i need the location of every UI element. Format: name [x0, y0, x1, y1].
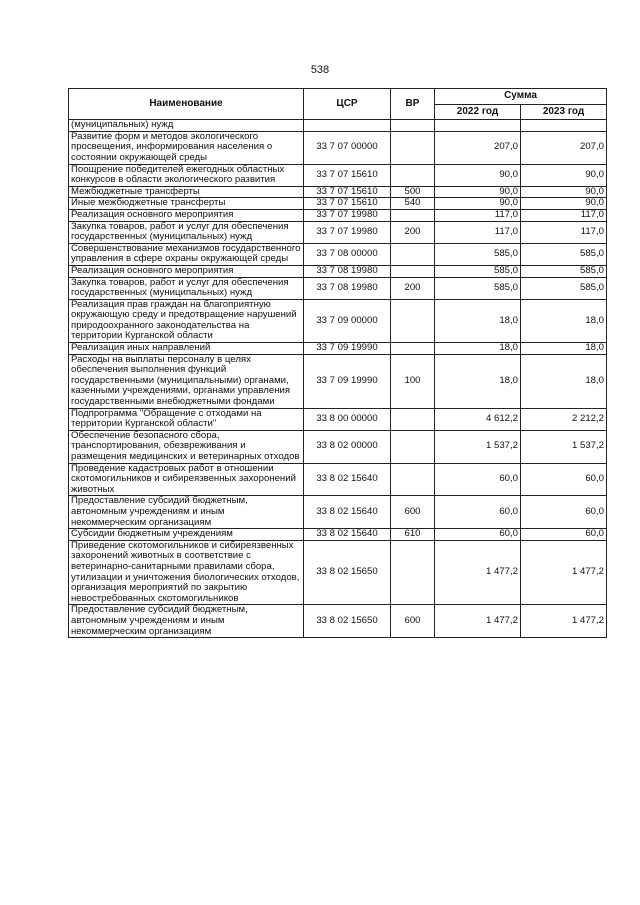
- cell-sum-2022: 60,0: [435, 463, 521, 496]
- header-year-2022: 2022 год: [435, 104, 521, 120]
- cell-vr: [391, 243, 435, 265]
- cell-sum-2023: 1 537,2: [521, 430, 607, 463]
- cell-sum-2023: 117,0: [521, 209, 607, 221]
- header-sum: Сумма: [435, 89, 607, 105]
- cell-sum-2022: 117,0: [435, 221, 521, 243]
- cell-sum-2023: 18,0: [521, 343, 607, 355]
- cell-csr: 33 8 02 15650: [304, 605, 391, 638]
- cell-sum-2022: 60,0: [435, 529, 521, 541]
- cell-name: Иные межбюджетные трансферты: [69, 198, 304, 210]
- cell-csr: 33 7 09 00000: [304, 299, 391, 342]
- table-row: [69, 496, 607, 529]
- table-row: [69, 198, 607, 210]
- cell-name: Межбюджетные трансферты: [69, 186, 304, 198]
- cell-sum-2022: 90,0: [435, 186, 521, 198]
- cell-csr: 33 7 07 15610: [304, 186, 391, 198]
- cell-csr: 33 8 02 15640: [304, 463, 391, 496]
- table-body: [69, 120, 607, 638]
- cell-sum-2022: 1 477,2: [435, 605, 521, 638]
- cell-csr: 33 7 08 19980: [304, 265, 391, 277]
- cell-name: Обеспечение безопасного сбора, транспортирования, обезвреживания и размещения медицинских и ветеринарных отходов: [69, 430, 304, 463]
- cell-sum-2022: 18,0: [435, 299, 521, 342]
- table-row: [69, 540, 607, 605]
- cell-name: (муниципальных) нужд: [69, 120, 304, 132]
- table-row: [69, 605, 607, 638]
- cell-sum-2023: 2 212,2: [521, 408, 607, 430]
- cell-sum-2022: 585,0: [435, 265, 521, 277]
- cell-sum-2022: 90,0: [435, 164, 521, 186]
- cell-name: Развитие форм и методов экологического просвещения, информирования населения о состоянии окружающей среды: [69, 131, 304, 164]
- cell-name: Проведение кадастровых работ в отношении скотомогильников и сибиреязвенных захоронений животных: [69, 463, 304, 496]
- cell-name: Закупка товаров, работ и услуг для обеспечения государственных (муниципальных) нужд: [69, 277, 304, 299]
- cell-sum-2022: 60,0: [435, 496, 521, 529]
- cell-vr: 540: [391, 198, 435, 210]
- cell-vr: [391, 265, 435, 277]
- cell-vr: [391, 131, 435, 164]
- header-year-2023: 2023 год: [521, 104, 607, 120]
- cell-csr: 33 8 02 15650: [304, 540, 391, 605]
- cell-csr: 33 8 02 00000: [304, 430, 391, 463]
- table-header-row: [69, 89, 607, 105]
- table-row: [69, 430, 607, 463]
- cell-name: Субсидии бюджетным учреждениям: [69, 529, 304, 541]
- cell-sum-2022: 1 477,2: [435, 540, 521, 605]
- table-row: [69, 343, 607, 355]
- cell-csr: 33 7 07 19980: [304, 221, 391, 243]
- cell-name: Закупка товаров, работ и услуг для обеспечения государственных (муниципальных) нужд: [69, 221, 304, 243]
- cell-csr: 33 7 09 19990: [304, 354, 391, 408]
- table-row: [69, 243, 607, 265]
- cell-name: Расходы на выплаты персоналу в целях обеспечения выполнения функций государственными (муниципальными) органами, казенными учреждениями, органами управления государственными внебюджетными фондами: [69, 354, 304, 408]
- cell-vr: [391, 343, 435, 355]
- table-row: [69, 299, 607, 342]
- cell-vr: 100: [391, 354, 435, 408]
- cell-vr: [391, 120, 435, 132]
- cell-sum-2023: 60,0: [521, 529, 607, 541]
- cell-sum-2023: 90,0: [521, 164, 607, 186]
- cell-sum-2023: 585,0: [521, 265, 607, 277]
- cell-name: Реализация основного мероприятия: [69, 265, 304, 277]
- cell-sum-2023: 1 477,2: [521, 605, 607, 638]
- cell-sum-2023: 60,0: [521, 496, 607, 529]
- cell-csr: 33 7 07 15610: [304, 164, 391, 186]
- cell-csr: 33 7 08 00000: [304, 243, 391, 265]
- cell-csr: 33 7 07 15610: [304, 198, 391, 210]
- cell-sum-2023: 90,0: [521, 186, 607, 198]
- cell-vr: 200: [391, 221, 435, 243]
- cell-vr: [391, 463, 435, 496]
- table-row: [69, 209, 607, 221]
- cell-sum-2022: 18,0: [435, 354, 521, 408]
- budget-table: [68, 88, 607, 638]
- cell-vr: 600: [391, 496, 435, 529]
- cell-csr: [304, 120, 391, 132]
- header-vr: ВР: [391, 89, 435, 120]
- cell-name: Реализация основного мероприятия: [69, 209, 304, 221]
- cell-vr: [391, 408, 435, 430]
- cell-sum-2022: 18,0: [435, 343, 521, 355]
- cell-sum-2022: 117,0: [435, 209, 521, 221]
- cell-sum-2023: 207,0: [521, 131, 607, 164]
- cell-name: Совершенствование механизмов государственного управления в сфере охраны окружающей среды: [69, 243, 304, 265]
- cell-vr: 500: [391, 186, 435, 198]
- cell-sum-2022: 90,0: [435, 198, 521, 210]
- cell-sum-2022: 207,0: [435, 131, 521, 164]
- table-row: [69, 221, 607, 243]
- cell-name: Подпрограмма "Обращение с отходами на территории Курганской области": [69, 408, 304, 430]
- cell-vr: [391, 299, 435, 342]
- cell-sum-2023: [521, 120, 607, 132]
- cell-vr: 600: [391, 605, 435, 638]
- cell-name: Предоставление субсидий бюджетным, автономным учреждениям и иным некоммерческим организациям: [69, 496, 304, 529]
- cell-csr: 33 8 02 15640: [304, 529, 391, 541]
- cell-csr: 33 8 02 15640: [304, 496, 391, 529]
- cell-name: Предоставление субсидий бюджетным, автономным учреждениям и иным некоммерческим организациям: [69, 605, 304, 638]
- table-row: [69, 265, 607, 277]
- cell-sum-2023: 117,0: [521, 221, 607, 243]
- cell-sum-2023: 585,0: [521, 277, 607, 299]
- table-row: [69, 529, 607, 541]
- cell-sum-2023: 1 477,2: [521, 540, 607, 605]
- cell-name: Приведение скотомогильников и сибиреязвенных захоронений животных в соответствие с ветеринарно-санитарными правилами сбора, утилизации и уничтожения биологических отходов, организация мероприятий по закрытию невостребованных скотомогильников: [69, 540, 304, 605]
- cell-sum-2022: 4 612,2: [435, 408, 521, 430]
- cell-name: Реализация иных направлений: [69, 343, 304, 355]
- table-row: [69, 120, 607, 132]
- cell-sum-2023: 18,0: [521, 354, 607, 408]
- cell-vr: [391, 209, 435, 221]
- cell-sum-2022: [435, 120, 521, 132]
- cell-vr: [391, 164, 435, 186]
- cell-sum-2023: 60,0: [521, 463, 607, 496]
- table-row: [69, 354, 607, 408]
- cell-csr: 33 7 09 19990: [304, 343, 391, 355]
- cell-name: Поощрение победителей ежегодных областных конкурсов в области экологического развития: [69, 164, 304, 186]
- table-row: [69, 408, 607, 430]
- table-row: [69, 277, 607, 299]
- cell-name: Реализация прав граждан на благоприятную окружающую среду и предотвращение нарушений природоохранного законодательства на территории Курганской области: [69, 299, 304, 342]
- table-row: [69, 186, 607, 198]
- page-number: 538: [310, 64, 330, 76]
- cell-vr: [391, 540, 435, 605]
- table-row: [69, 131, 607, 164]
- cell-vr: 200: [391, 277, 435, 299]
- cell-sum-2022: 1 537,2: [435, 430, 521, 463]
- cell-sum-2023: 18,0: [521, 299, 607, 342]
- header-csr: ЦСР: [304, 89, 391, 120]
- cell-vr: [391, 430, 435, 463]
- cell-sum-2022: 585,0: [435, 277, 521, 299]
- table-row: [69, 463, 607, 496]
- cell-sum-2022: 585,0: [435, 243, 521, 265]
- cell-csr: 33 7 07 19980: [304, 209, 391, 221]
- table-row: [69, 164, 607, 186]
- cell-sum-2023: 90,0: [521, 198, 607, 210]
- cell-csr: 33 7 07 00000: [304, 131, 391, 164]
- cell-vr: 610: [391, 529, 435, 541]
- header-name: Наименование: [69, 89, 304, 120]
- cell-csr: 33 8 00 00000: [304, 408, 391, 430]
- cell-csr: 33 7 08 19980: [304, 277, 391, 299]
- cell-sum-2023: 585,0: [521, 243, 607, 265]
